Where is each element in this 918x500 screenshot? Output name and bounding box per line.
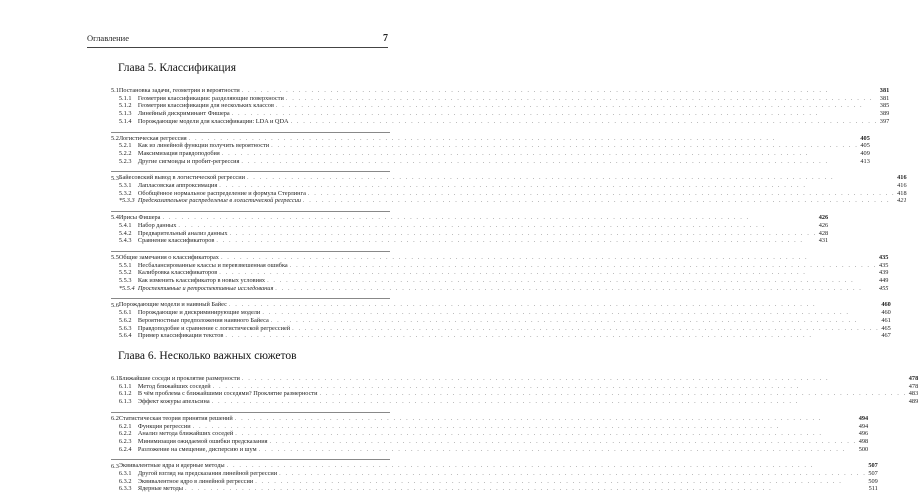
subsection-title: Порождающие и дискриминирующие модели xyxy=(137,309,261,317)
subsection-line xyxy=(119,230,828,238)
dot-leader xyxy=(247,174,895,182)
subsection-line xyxy=(119,438,868,446)
section-heading-line xyxy=(119,301,891,309)
subsection-line xyxy=(119,262,889,270)
section-body xyxy=(119,301,891,340)
dot-leader xyxy=(242,87,878,95)
section-body xyxy=(119,462,878,493)
dot-leader xyxy=(219,269,877,277)
section-title: Постановка задачи, геометрия и вероятности xyxy=(118,87,240,94)
section-heading-line xyxy=(119,375,918,383)
section-title: Ирисы Фишера xyxy=(118,214,161,222)
subsection-number: 5.3.1 xyxy=(118,182,132,190)
subsection-page: 428 xyxy=(818,229,829,237)
dot-leader xyxy=(271,142,858,150)
section-heading-line xyxy=(119,87,889,95)
subsection-number: 6.2.4 xyxy=(118,445,132,453)
subsection-line xyxy=(119,383,918,391)
dot-leader xyxy=(279,470,866,478)
section-title: Порождающие модели и наивный Байес xyxy=(118,301,227,309)
subsection-title: Функция регрессии xyxy=(137,422,191,430)
subsection-line xyxy=(119,430,868,438)
subsection-title: Эквивалентное ядро в линейной регрессии xyxy=(137,477,254,485)
subsection-number: 6.3.1 xyxy=(118,470,132,478)
subsection-number: 5.4.3 xyxy=(118,237,132,245)
page-number: 7 xyxy=(383,33,388,44)
dot-leader xyxy=(178,222,816,230)
section-heading-line xyxy=(119,462,878,470)
subsection-page: 449 xyxy=(878,277,889,285)
subsection-line xyxy=(119,190,907,198)
section-number: 6.1 xyxy=(111,375,119,383)
section-heading-line xyxy=(119,415,868,423)
section-heading-line xyxy=(119,254,889,262)
subsection-number: 5.6.2 xyxy=(118,316,132,324)
chapter-title: Глава 5. Классификация xyxy=(118,62,236,74)
subsection-page: 483 xyxy=(908,390,918,398)
dot-leader xyxy=(276,102,878,110)
subsection-number: 5.1.4 xyxy=(118,117,132,125)
subsection-title: Калибровка классификаторов xyxy=(137,269,218,277)
subsection-page: 418 xyxy=(897,189,907,197)
dot-leader xyxy=(162,214,816,222)
dot-leader xyxy=(267,277,877,285)
subsection-number: 5.2.2 xyxy=(118,149,132,157)
dot-leader xyxy=(259,446,857,454)
chapter-title: Глава 6. Несколько важных сюжетов xyxy=(118,349,297,362)
subsection-page: 507 xyxy=(868,470,878,478)
section-number: 5.3 xyxy=(111,174,119,182)
subsection-title: Проспективные и ретроспективные исследования xyxy=(137,284,274,292)
toc-section xyxy=(111,373,918,406)
subsection-title: Лапласовская аппроксимация xyxy=(137,182,218,190)
subsection-line xyxy=(119,317,891,325)
subsection-title: Несбалансированные классы и перевзвешенная ошибка xyxy=(137,261,288,269)
section-title: Логистическая регрессия xyxy=(118,134,187,142)
section-page: 426 xyxy=(818,214,829,222)
subsection-line xyxy=(119,102,889,110)
subsection-line xyxy=(119,110,889,118)
subsection-number: 5.6.1 xyxy=(118,309,132,317)
subsection-number: 6.2.3 xyxy=(118,437,132,445)
subsection-page: 511 xyxy=(868,485,878,493)
subsection-number: 6.1.1 xyxy=(118,382,132,390)
section-body xyxy=(119,87,889,126)
dot-leader xyxy=(222,150,859,158)
dot-leader xyxy=(308,190,895,198)
dot-leader xyxy=(235,415,857,423)
subsection-page: 416 xyxy=(897,182,907,190)
subsection-title: Обобщённое нормальное распределение и формула Стерлинга xyxy=(137,189,306,197)
dot-leader xyxy=(225,332,879,340)
section-heading-line xyxy=(119,214,828,222)
section-page: 381 xyxy=(879,87,890,94)
subsection-line xyxy=(119,142,870,150)
subsection-page: 397 xyxy=(879,117,890,125)
subsection-title: Ядерные методы xyxy=(137,485,184,493)
section-number: 5.2 xyxy=(111,134,119,142)
subsection-page: 455 xyxy=(878,284,889,292)
subsection-page: 489 xyxy=(908,398,918,406)
toc-section xyxy=(111,211,829,245)
dot-leader xyxy=(290,262,877,270)
table-of-contents xyxy=(111,52,918,499)
subsection-number: 6.1.2 xyxy=(118,390,132,398)
toc-section xyxy=(111,298,891,340)
subsection-line xyxy=(119,95,889,103)
section-title: Байесовский вывод в логистической регрессии xyxy=(118,174,245,182)
toc-section xyxy=(111,412,869,454)
subsection-page: 426 xyxy=(818,221,829,229)
dot-leader xyxy=(229,301,879,309)
subsection-number: 5.6.4 xyxy=(118,332,132,340)
section-body xyxy=(119,375,918,406)
subsection-number: 5.2.1 xyxy=(118,142,132,150)
subsection-number: 5.1.2 xyxy=(118,102,132,110)
toc-section xyxy=(111,85,890,126)
section-page: 435 xyxy=(878,253,889,261)
subsection-title: Предсказательное распределение в логистической регрессии xyxy=(137,197,302,205)
dot-leader xyxy=(227,462,867,470)
section-page: 460 xyxy=(881,301,891,309)
dot-leader xyxy=(185,485,867,493)
dot-leader xyxy=(230,230,817,238)
toc-section xyxy=(111,132,870,166)
dot-leader xyxy=(286,95,878,103)
subsection-title: Как изменить классификатор в новых условиях xyxy=(137,277,266,285)
section-heading-line xyxy=(119,174,907,182)
dot-leader xyxy=(235,430,856,438)
dot-leader xyxy=(255,478,866,486)
dot-leader xyxy=(303,197,895,205)
section-number: 6.3 xyxy=(111,462,119,470)
subsection-page: 409 xyxy=(860,149,870,157)
section-body xyxy=(119,415,868,454)
subsection-line xyxy=(119,277,889,285)
subsection-page: 478 xyxy=(908,382,918,390)
section-number: 5.5 xyxy=(111,254,119,262)
section-number: 5.1 xyxy=(111,87,119,95)
section-number: 5.6 xyxy=(111,301,119,309)
section-title: Статистическая теория принятия решений xyxy=(118,414,233,422)
subsection-page: 460 xyxy=(881,309,891,317)
dot-leader xyxy=(241,158,858,166)
section-body xyxy=(119,135,870,166)
subsection-line xyxy=(119,446,868,454)
subsection-number: 6.3.3 xyxy=(118,485,132,493)
subsection-page: 494 xyxy=(858,422,869,430)
section-title: Эквивалентные ядра и ядерные методы xyxy=(118,462,225,470)
section-title: Ближайшие соседи и проклятие размерности xyxy=(118,374,240,382)
subsection-number: 6.3.2 xyxy=(118,477,132,485)
subsection-line xyxy=(119,423,868,431)
subsection-page: 465 xyxy=(881,324,891,332)
subsection-title: Предварительный анализ данных xyxy=(137,229,228,237)
section-page: 405 xyxy=(860,134,870,142)
dot-leader xyxy=(216,237,816,245)
subsection-title: Правдоподобие и сравнение с логистической регрессией xyxy=(137,324,291,332)
section-body xyxy=(119,214,828,245)
section-number: 6.2 xyxy=(111,415,119,423)
subsection-page: 405 xyxy=(860,142,870,150)
subsection-line xyxy=(119,222,828,230)
subsection-title: Геометрия классификации: разделяющие поверхности xyxy=(137,94,284,102)
subsection-number: 5.6.3 xyxy=(118,324,132,332)
subsection-number: 5.2.3 xyxy=(118,157,132,165)
subsection-title: Метод ближайших соседей xyxy=(137,382,211,390)
subsection-page: 413 xyxy=(860,157,870,165)
subsection-number: 5.5.2 xyxy=(118,269,132,277)
subsection-line xyxy=(119,150,870,158)
subsection-line xyxy=(119,269,889,277)
subsection-page: 509 xyxy=(868,477,878,485)
subsection-line xyxy=(119,158,870,166)
subsection-page: 385 xyxy=(879,102,890,110)
dot-leader xyxy=(193,423,857,431)
subsection-number: 6.2.1 xyxy=(118,422,132,430)
subsection-title: Вероятностные предположения наивного Байеса xyxy=(137,316,269,324)
toc-section xyxy=(111,171,907,205)
section-body xyxy=(119,254,889,293)
dot-leader xyxy=(221,254,877,262)
subsection-line xyxy=(119,237,828,245)
toc-section xyxy=(111,459,878,493)
subsection-number: 5.5.1 xyxy=(118,261,132,269)
subsection-number: 5.4.1 xyxy=(118,221,132,229)
subsection-title: Геометрия классификации для нескольких классов xyxy=(137,102,274,110)
subsection-title: Эффект кожуры апельсина xyxy=(137,398,210,406)
subsection-page: 421 xyxy=(897,197,907,205)
section-page: 494 xyxy=(858,414,869,422)
dot-leader xyxy=(271,317,880,325)
subsection-title: В чём проблема с ближайшими соседями? Проклятие размерности xyxy=(137,390,318,398)
section-body xyxy=(119,174,907,205)
subsection-title: Минимизация ожидаемой ошибки предсказания xyxy=(137,437,268,445)
subsection-title: Разложение на смещение, дисперсию и шум xyxy=(137,445,257,453)
subsection-line xyxy=(119,470,878,478)
subsection-line xyxy=(119,332,891,340)
subsection-page: 439 xyxy=(878,269,889,277)
subsection-page: 496 xyxy=(858,430,869,438)
subsection-line xyxy=(119,390,918,398)
dot-leader xyxy=(219,182,895,190)
subsection-title: Другой взгляд на предсказания линейной регрессии xyxy=(137,470,278,478)
dot-leader xyxy=(320,390,907,398)
subsection-page: 431 xyxy=(818,237,829,245)
subsection-page: 467 xyxy=(881,332,891,340)
subsection-title: Набор данных xyxy=(137,221,177,229)
subsection-number: 6.1.3 xyxy=(118,398,132,406)
subsection-page: 381 xyxy=(879,94,890,102)
subsection-page: 498 xyxy=(858,437,869,445)
subsection-title: Анализ метода ближайших соседей xyxy=(137,430,234,438)
running-head xyxy=(87,33,388,48)
subsection-line xyxy=(119,309,891,317)
dot-leader xyxy=(291,118,878,126)
section-page: 478 xyxy=(908,374,918,382)
subsection-number: *5.3.3 xyxy=(118,197,135,205)
subsection-page: 435 xyxy=(878,261,889,269)
subsection-line xyxy=(119,197,907,205)
toc-section xyxy=(111,251,889,293)
section-page: 507 xyxy=(868,462,878,470)
subsection-number: 6.2.2 xyxy=(118,430,132,438)
section-number: 5.4 xyxy=(111,214,119,222)
subsection-title: Как из линейной функции получить вероятности xyxy=(137,142,270,150)
subsection-page: 461 xyxy=(881,316,891,324)
subsection-page: 389 xyxy=(879,110,890,118)
dot-leader xyxy=(232,110,878,118)
subsection-title: Порождающие модели для классификации: LDA и QDA xyxy=(137,117,289,125)
section-heading-line xyxy=(119,135,870,143)
dot-leader xyxy=(262,309,879,317)
dot-leader xyxy=(270,438,857,446)
running-head-title: Оглавление xyxy=(87,33,129,43)
dot-leader xyxy=(242,375,907,383)
subsection-line xyxy=(119,182,907,190)
dot-leader xyxy=(212,398,907,406)
section-page: 416 xyxy=(897,174,907,182)
subsection-title: Сравнение классификаторов xyxy=(137,237,215,245)
subsection-title: Пример классификации текстов xyxy=(137,332,224,340)
subsection-line xyxy=(119,485,878,493)
subsection-number: 5.1.1 xyxy=(118,94,132,102)
section-title: Общие замечания о классификаторах xyxy=(118,253,219,261)
subsection-number: 5.4.2 xyxy=(118,229,132,237)
subsection-line xyxy=(119,285,889,293)
subsection-number: 5.1.3 xyxy=(118,110,132,118)
subsection-page: 500 xyxy=(858,445,869,453)
subsection-line xyxy=(119,398,918,406)
subsection-title: Линейный дискриминант Фишера xyxy=(137,110,230,118)
subsection-title: Максимизация правдоподобия xyxy=(137,149,220,157)
dot-leader xyxy=(189,135,859,143)
subsection-number: 5.5.3 xyxy=(118,277,132,285)
subsection-line xyxy=(119,325,891,333)
dot-leader xyxy=(292,325,879,333)
subsection-line xyxy=(119,118,889,126)
dot-leader xyxy=(275,285,877,293)
dot-leader xyxy=(213,383,907,391)
subsection-title: Другие сигмоиды и пробит-регрессия xyxy=(137,157,240,165)
subsection-number: 5.3.2 xyxy=(118,189,132,197)
subsection-number: *5.5.4 xyxy=(118,284,135,292)
subsection-line xyxy=(119,478,878,486)
